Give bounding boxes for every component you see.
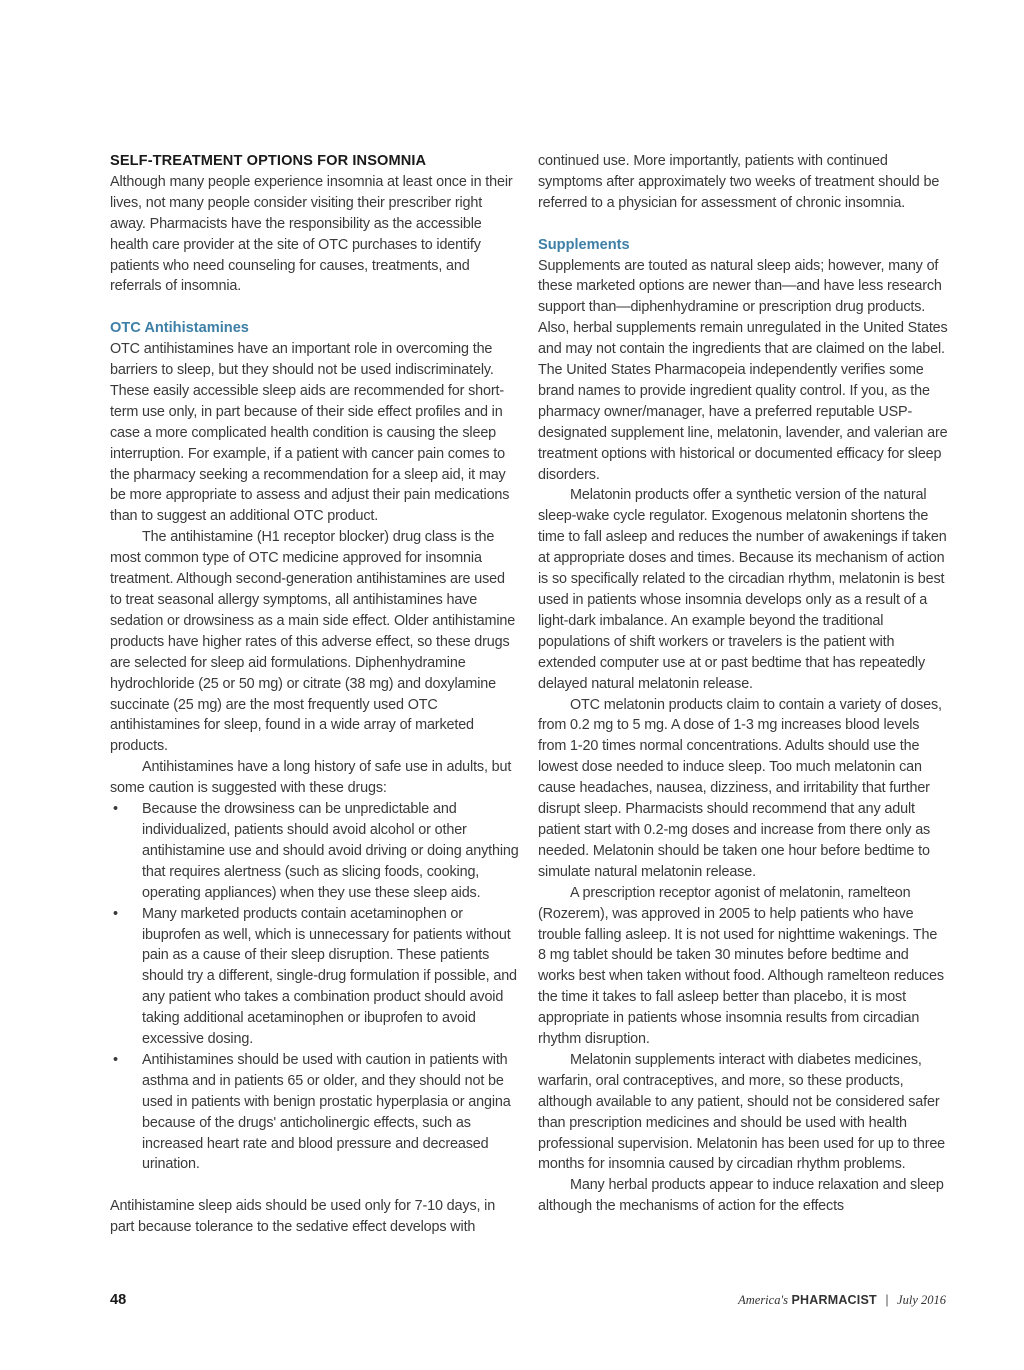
subhead-supplements: Supplements — [538, 236, 630, 253]
paragraph: Melatonin supplements interact with diabetes medicines, warfarin, oral contraceptives, and more, so these products, although available to any patient, should not be considered safer than prescription medicines and should be used with health professional supervision. Melatonin has been used for up to three months for insomnia caused by circadian rhythm problems. — [538, 1051, 946, 1173]
subhead-otc-antihistamines: OTC Antihistamines — [110, 320, 249, 337]
paragraph: A prescription receptor agonist of melatonin, ramelteon (Rozerem), was approved in 2005 to help patients who have trouble falling asleep. It is not used for nighttime wakenings. The 8 mg tablet should be taken 30 minutes before bedtime and works best when taken without food. Although ramelteon reduces the time it takes to fall asleep better than placebo, it is most appropriate in patients whose insomnia results from circadian rhythm disruption. — [538, 884, 944, 1048]
spacer — [110, 297, 520, 318]
paragraph: The antihistamine (H1 receptor blocker) drug class is the most common type of OTC medicine approved for insomnia treatment. Although second-generation antihistamines are used to treat seasonal allergy symptoms, all antihistamines have sedation or drowsiness as a main side effect. Older antihistamine products have higher rates of this adverse effect, so these drugs are selected for sleep aid formulations. Diphenhydramine hydrochloride (25 or 50 mg) or citrate (38 mg) and doxylamine succinate (25 mg) are the most frequently used OTC antihistamines for sleep, found in a wide array of marketed products. — [110, 529, 516, 755]
right-column — [538, 151, 948, 1217]
paragraph: continued use. More importantly, patients with continued symptoms after approximately two weeks of treatment should be referred to a physician for assessment of chronic insomnia. — [538, 153, 940, 211]
spacer — [538, 214, 948, 235]
paragraph: OTC antihistamines have an important role in overcoming the barriers to sleep, but they should not be used indiscriminately. These easily accessible sleep aids are recommended for short-term use only, in part because of their side effect profiles and in case a more complicated health condition is causing the sleep interruption. For example, if a patient with cancer pain comes to the pharmacy seeking a recommendation for a sleep aid, it may be more appropriate to assess and adjust their pain medications than to suggest an additional OTC product. — [110, 341, 510, 525]
section-title: SELF-TREATMENT OPTIONS FOR INSOMNIA — [110, 153, 427, 169]
page-number: 48 — [110, 1292, 127, 1308]
list-item-text: Many marketed products contain acetaminophen or ibuprofen as well, which is unnecessary for patients without pain as a cause of their sleep disruption. These patients should try a different, single-drug formulation if possible, and any patient who takes a combination product should avoid taking additional acetaminophen or ibuprofen to avoid excessive dosing. — [142, 905, 517, 1048]
page-footer — [110, 1292, 946, 1314]
issue-date: July 2016 — [897, 1293, 946, 1307]
paragraph: Antihistamine sleep aids should be used only for 7-10 days, in part because tolerance to the sedative effect develops with — [110, 1198, 496, 1236]
bullet-glyph: • — [113, 905, 118, 922]
masthead — [738, 1293, 946, 1308]
list-item — [110, 799, 520, 904]
paragraph: OTC melatonin products claim to contain a variety of doses, from 0.2 mg to 5 mg. A dose of 1-3 mg increases blood levels from 1-20 times normal concentrations. Adults should use the lowest dose needed to induce sleep. Too much melatonin can cause headaches, nausea, dizziness, and irritability that further disrupt sleep. Pharmacists should recommend that any adult patient start with 0.2-mg doses and increase from there only as needed. Melatonin should be taken one hour before bedtime to simulate natural melatonin release. — [538, 696, 942, 880]
bullet-glyph: • — [113, 1051, 118, 1068]
paragraph: Antihistamines have a long history of safe use in adults, but some caution is suggested with these drugs: — [110, 759, 512, 797]
bullet-glyph: • — [113, 801, 118, 818]
paragraph: Supplements are touted as natural sleep aids; however, many of these marketed options are newer than—and have less research support than—diphenhydramine or prescription drug products. Also, herbal supplements remain unregulated in the United States and may not contain the ingredients that are claimed on the label. The United States Pharmacopeia independently verifies some brand names to provide ingredient quality control. If you, as the pharmacy owner/manager, have a preferred reputable USP-designated supplement line, melatonin, lavender, and valerian are treatment options with historical or documented efficacy for sleep disorders. — [538, 257, 948, 483]
footer-separator: | — [885, 1293, 889, 1307]
left-column — [110, 151, 520, 1238]
intro-paragraph: Although many people experience insomnia at least once in their lives, not many people consider visiting their prescriber right away. Pharmacists have the responsibility as the accessible health care provider at the site of OTC purchases to identify patients who need counseling for causes, treatments, and referrals of insomnia. — [110, 173, 513, 295]
list-item-text: Because the drowsiness can be unpredictable and individualized, patients should avoid alcohol or other antihistamine use and should avoid driving or doing anything that requires alertness (such as slicing foods, cooking, operating appliances) when they use these sleep aids. — [142, 801, 519, 901]
list-item-text: Antihistamines should be used with caution in patients with asthma and in patients 65 or older, and they should not be used in patients with benign prostatic hyperplasia or angina because of the drugs' anticholinergic effects, such as increased heart rate and blood pressure and decreased urination. — [142, 1051, 511, 1173]
caution-list — [110, 799, 520, 1175]
paragraph: Melatonin products offer a synthetic version of the natural sleep-wake cycle regulator. Exogenous melatonin shortens the time to fall asleep and reduces the number of awakenings if taken at appropriate doses and times. Because its mechanism of action is so specifically related to the circadian rhythm, melatonin is best used in patients whose insomnia develops only as a result of a light-dark imbalance. An example beyond the traditional populations of shift workers or travelers is the patient with extended computer use at or past bedtime that has repeatedly delayed natural melatonin release. — [538, 487, 947, 692]
paragraph: Many herbal products appear to induce relaxation and sleep although the mechanisms of action for the effects — [538, 1177, 944, 1215]
magazine-name: PHARMACIST — [791, 1293, 877, 1307]
magazine-prefix: America's — [738, 1293, 788, 1307]
spacer — [110, 1175, 520, 1196]
list-item — [110, 904, 520, 1050]
list-item — [110, 1050, 520, 1175]
